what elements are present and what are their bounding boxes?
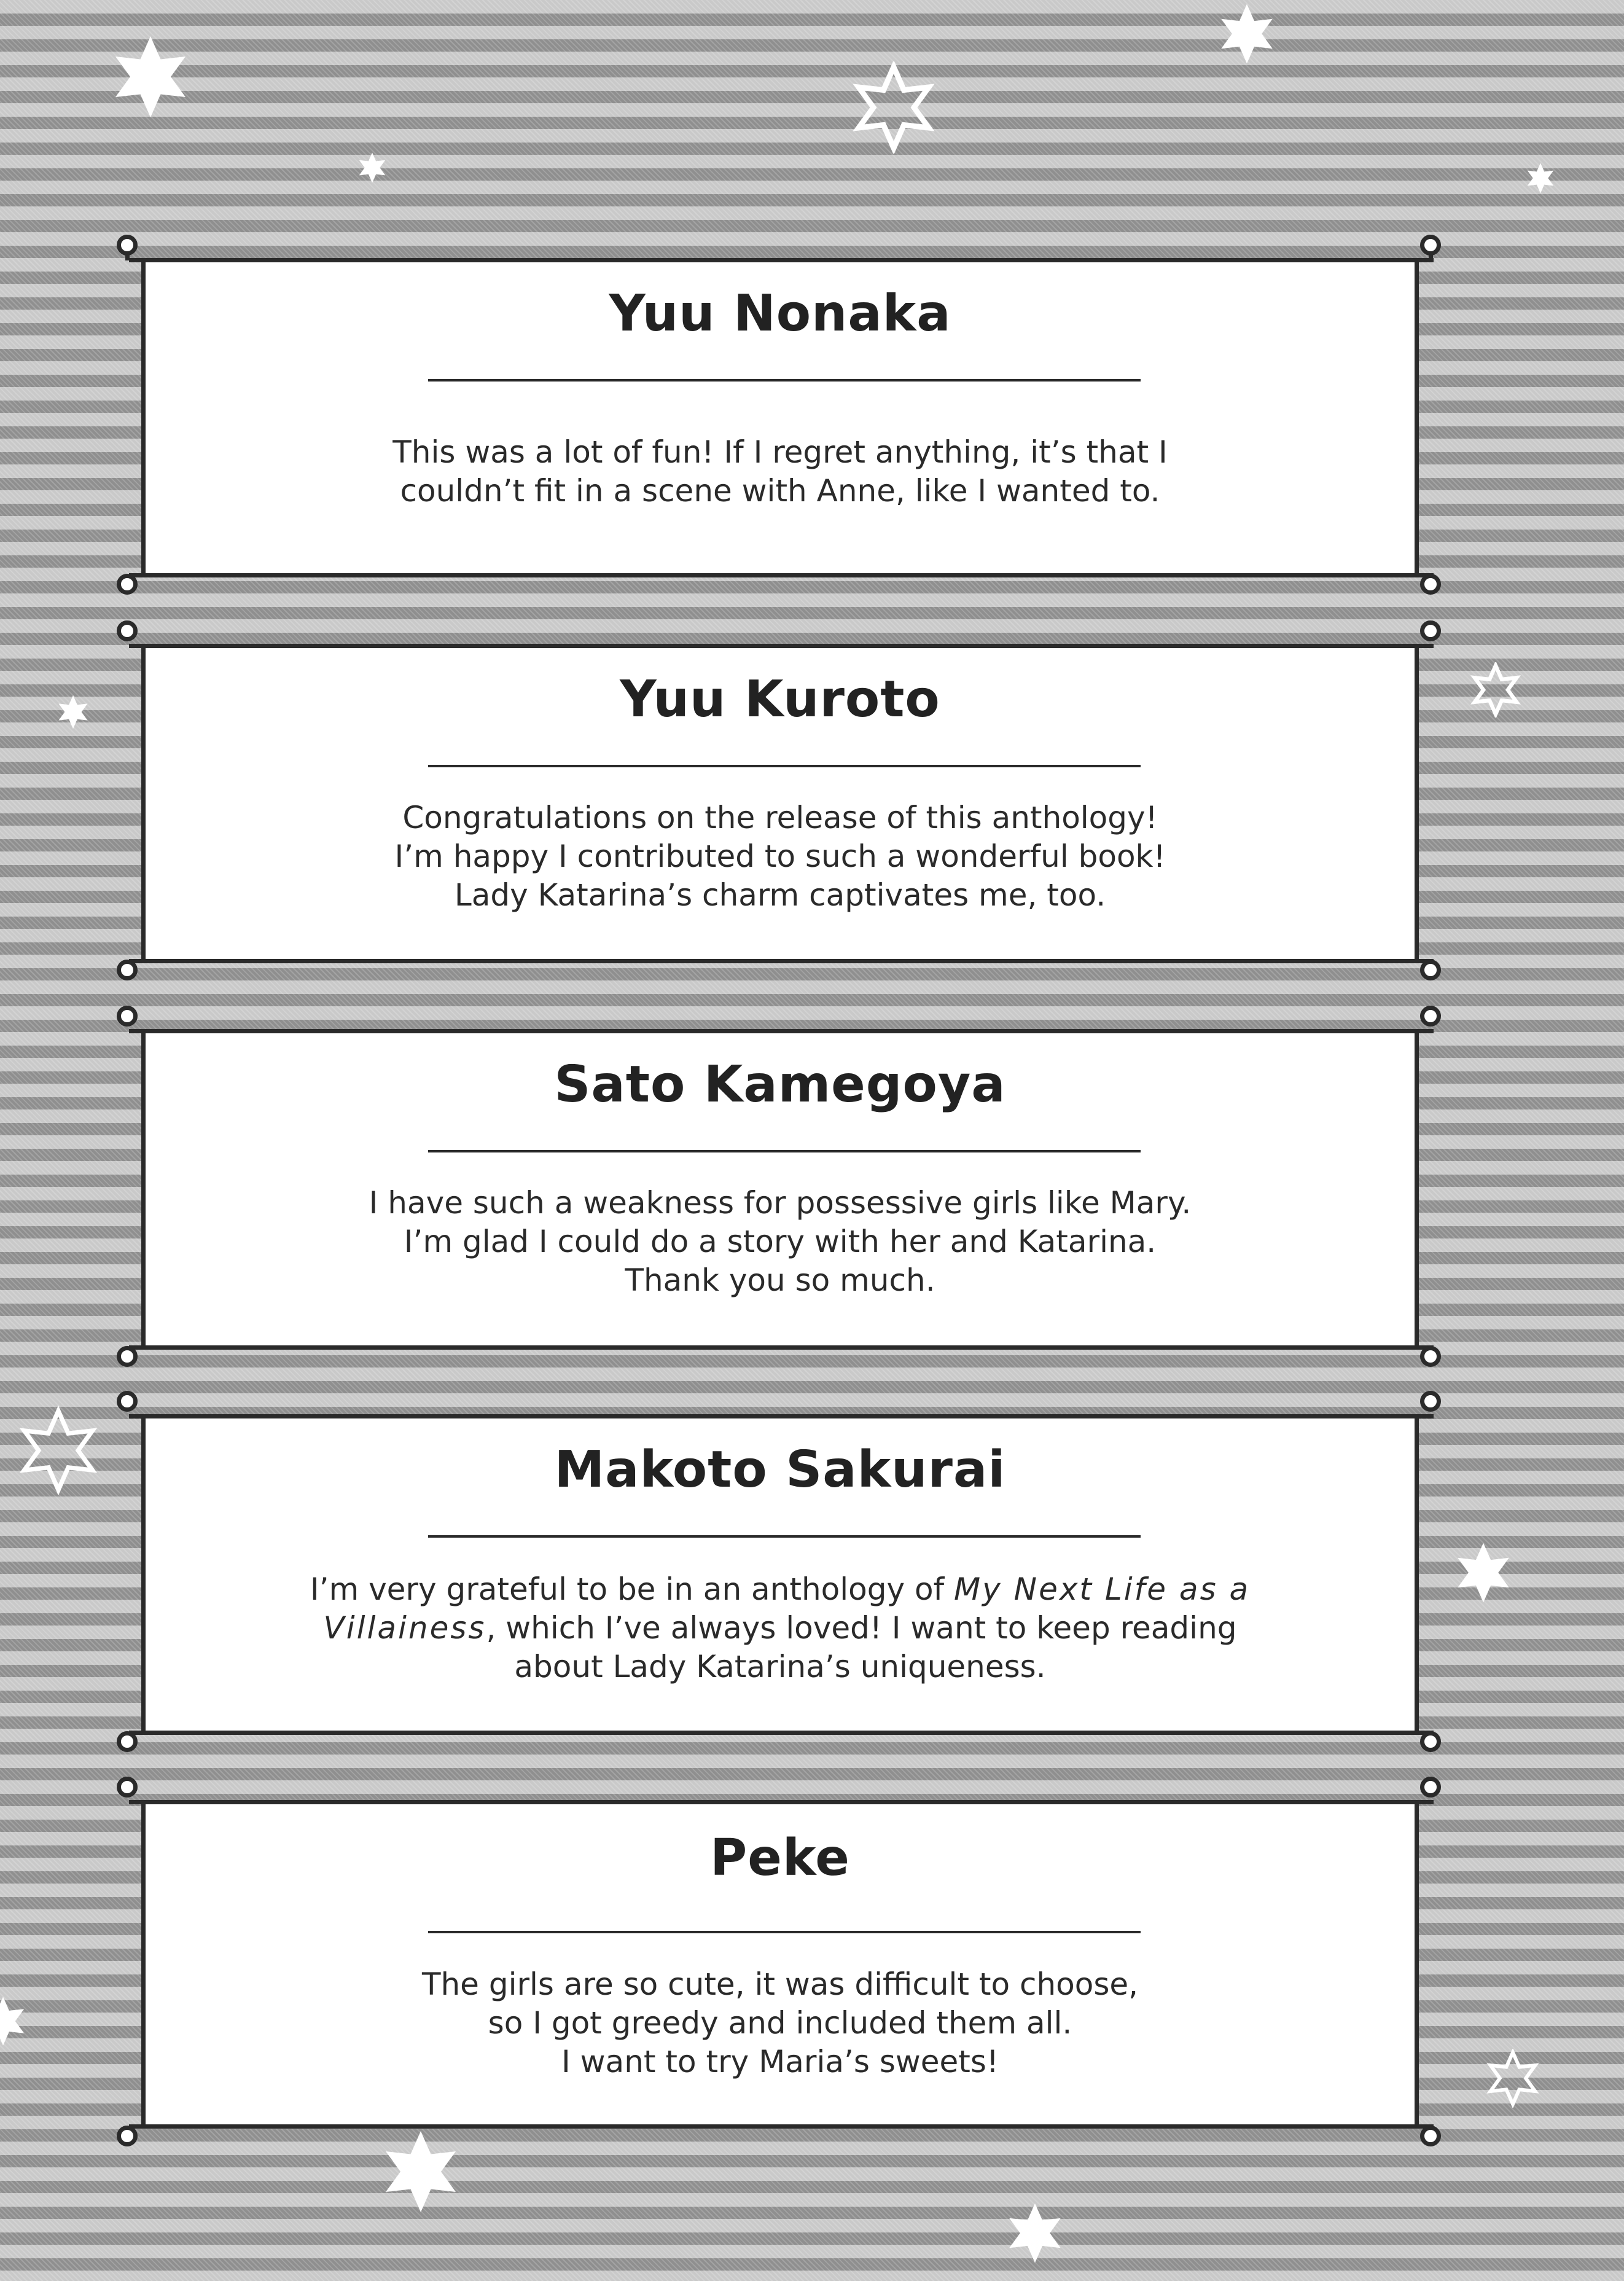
hanger-knob <box>1420 574 1441 595</box>
hanger-rod-bottom <box>129 2124 1434 2129</box>
comment-line <box>182 1609 1378 1648</box>
comment-author: Yuu Kuroto <box>620 670 940 729</box>
hanger-knob <box>1420 1006 1441 1027</box>
hanger-knob <box>117 1006 138 1027</box>
comment-text <box>182 433 1378 511</box>
title-divider <box>428 379 1141 381</box>
comment-line: Lady Katarina’s charm captivates me, too. <box>454 877 1106 913</box>
book-title: Villainess <box>323 1610 486 1646</box>
comment-card <box>141 644 1419 963</box>
hanger-rod-bottom <box>129 573 1434 577</box>
comment-author: Yuu Nonaka <box>609 284 951 343</box>
comment-line: couldn’t fit in a scene with Anne, like I wanted to. <box>400 473 1160 509</box>
comment-line <box>182 1570 1378 1609</box>
hanger-knob <box>1420 960 1441 980</box>
title-divider <box>428 1535 1141 1538</box>
comment-card <box>141 258 1419 577</box>
hanger-rod-bottom <box>129 959 1434 963</box>
hanger-knob <box>117 2126 138 2146</box>
comment-line: This was a lot of fun! If I regret anything, it’s that I <box>392 434 1168 470</box>
comment-author: Sato Kamegoya <box>554 1055 1006 1114</box>
hanger-knob <box>1420 1777 1441 1798</box>
title-divider <box>428 1150 1141 1152</box>
hanger-post <box>125 254 130 260</box>
comment-fragment: I’m very grateful to be in an anthology of <box>310 1571 954 1607</box>
hanger-knob <box>1420 235 1441 256</box>
comment-author: Makoto Sakurai <box>554 1441 1006 1499</box>
hanger-knob <box>1420 1731 1441 1752</box>
title-divider <box>428 765 1141 767</box>
comment-text <box>182 1570 1378 1686</box>
hanger-knob <box>117 574 138 595</box>
comment-card <box>141 1029 1419 1350</box>
hanger-knob <box>117 1391 138 1412</box>
comment-line: The girls are so cute, it was difficult to choose, <box>421 1966 1139 2002</box>
hanger-rod-bottom <box>129 1345 1434 1350</box>
hanger-knob <box>1420 1346 1441 1367</box>
comment-line: so I got greedy and included them all. <box>488 2005 1072 2041</box>
comment-card <box>141 1800 1419 2129</box>
comment-line: Congratulations on the release of this anthology! <box>402 800 1158 835</box>
hanger-knob <box>117 620 138 641</box>
comment-fragment: , which I’ve always loved! I want to keep reading <box>486 1610 1237 1646</box>
comment-author: Peke <box>710 1829 850 1887</box>
comment-text <box>182 1184 1378 1300</box>
hanger-knob <box>117 960 138 980</box>
hanger-rod-bottom <box>129 1731 1434 1735</box>
comment-line: I have such a weakness for possessive girls like Mary. <box>369 1185 1192 1221</box>
comment-line: I’m happy I contributed to such a wonderful book! <box>394 839 1166 874</box>
title-divider <box>428 1931 1141 1933</box>
hanger-knob <box>117 1731 138 1752</box>
book-title: My Next Life as a <box>954 1571 1251 1607</box>
hanger-knob <box>1420 2126 1441 2146</box>
comment-line: I want to try Maria’s sweets! <box>561 2044 999 2080</box>
comment-card <box>141 1414 1419 1735</box>
hanger-knob <box>117 235 138 256</box>
comment-text <box>182 1965 1378 2081</box>
comment-line: Thank you so much. <box>625 1262 935 1298</box>
hanger-post <box>1429 254 1433 260</box>
hanger-knob <box>1420 620 1441 641</box>
hanger-knob <box>1420 1391 1441 1412</box>
comment-line: about Lady Katarina’s uniqueness. <box>514 1649 1046 1684</box>
hanger-knob <box>117 1777 138 1798</box>
comment-line: I’m glad I could do a story with her and Katarina. <box>404 1224 1157 1259</box>
hanger-knob <box>117 1346 138 1367</box>
comment-text <box>182 799 1378 915</box>
